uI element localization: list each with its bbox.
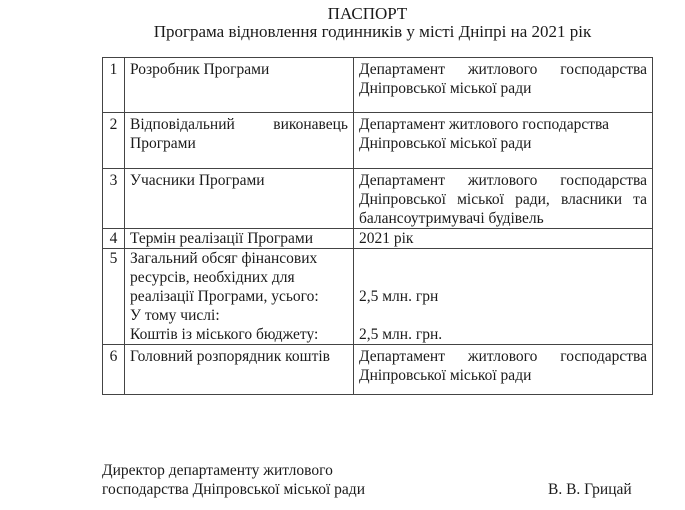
row-label: Термін реалізації Програми xyxy=(125,229,354,249)
signatory-position xyxy=(102,461,365,499)
row-label: Учасники Програми xyxy=(125,169,354,229)
position-line: господарства Дніпровської міської ради xyxy=(102,481,365,498)
row-value xyxy=(354,113,653,169)
row-label: Розробник Програми xyxy=(125,58,354,113)
value-line: балансоутримувачі будівель xyxy=(359,210,544,227)
value-line: Дніпровської міської ради xyxy=(359,80,532,97)
label-line: ресурсів, необхідних для xyxy=(130,269,295,286)
row-number: 1 xyxy=(103,58,125,113)
position-line: Директор департаменту житлового xyxy=(102,462,333,479)
label-line: Коштів із міського бюджету: xyxy=(130,326,319,343)
table-row xyxy=(103,58,653,113)
label-line: Програми xyxy=(130,135,196,152)
row-number: 4 xyxy=(103,229,125,249)
value-line: Департамент житлового господарства xyxy=(359,348,647,365)
value-line: Дніпровської міської ради xyxy=(359,135,532,152)
value-line: Дніпровської міської ради xyxy=(359,367,532,384)
row-number: 2 xyxy=(103,113,125,169)
value-line: Дніпровської міської ради, власники та xyxy=(359,191,647,208)
passport-table xyxy=(102,57,653,395)
row-number: 5 xyxy=(103,249,125,345)
table-row xyxy=(103,345,653,395)
label-line: У тому числі: xyxy=(130,307,220,324)
value-line: Департамент житлового господарства xyxy=(359,116,610,133)
document-subtitle: Програма відновлення годинників у місті Дніпрі на 2021 рік xyxy=(153,22,592,41)
label-line: Загальний обсяг фінансових xyxy=(130,250,318,267)
row-label xyxy=(125,249,354,345)
row-value xyxy=(354,249,653,345)
document-title: ПАСПОРТ xyxy=(327,4,408,23)
table-row xyxy=(103,229,653,249)
row-label: Головний розпорядник коштів xyxy=(125,345,354,395)
value-city-budget: 2,5 млн. грн. xyxy=(359,326,443,343)
row-value xyxy=(354,58,653,113)
row-label xyxy=(125,113,354,169)
row-value xyxy=(354,345,653,395)
row-number: 3 xyxy=(103,169,125,229)
value-total: 2,5 млн. грн xyxy=(359,288,439,305)
label-line: реалізації Програми, усього: xyxy=(130,288,319,305)
row-value xyxy=(354,169,653,229)
value-line: Департамент житлового господарства xyxy=(359,172,647,189)
label-line: Відповідальний виконавець xyxy=(130,116,348,133)
table-row xyxy=(103,113,653,169)
signatory-name: В. В. Грицай xyxy=(548,481,632,498)
table-row xyxy=(103,169,653,229)
value-line: Департамент житлового господарства xyxy=(359,61,647,78)
row-value: 2021 рік xyxy=(354,229,653,249)
row-number: 6 xyxy=(103,345,125,395)
table-row xyxy=(103,249,653,345)
